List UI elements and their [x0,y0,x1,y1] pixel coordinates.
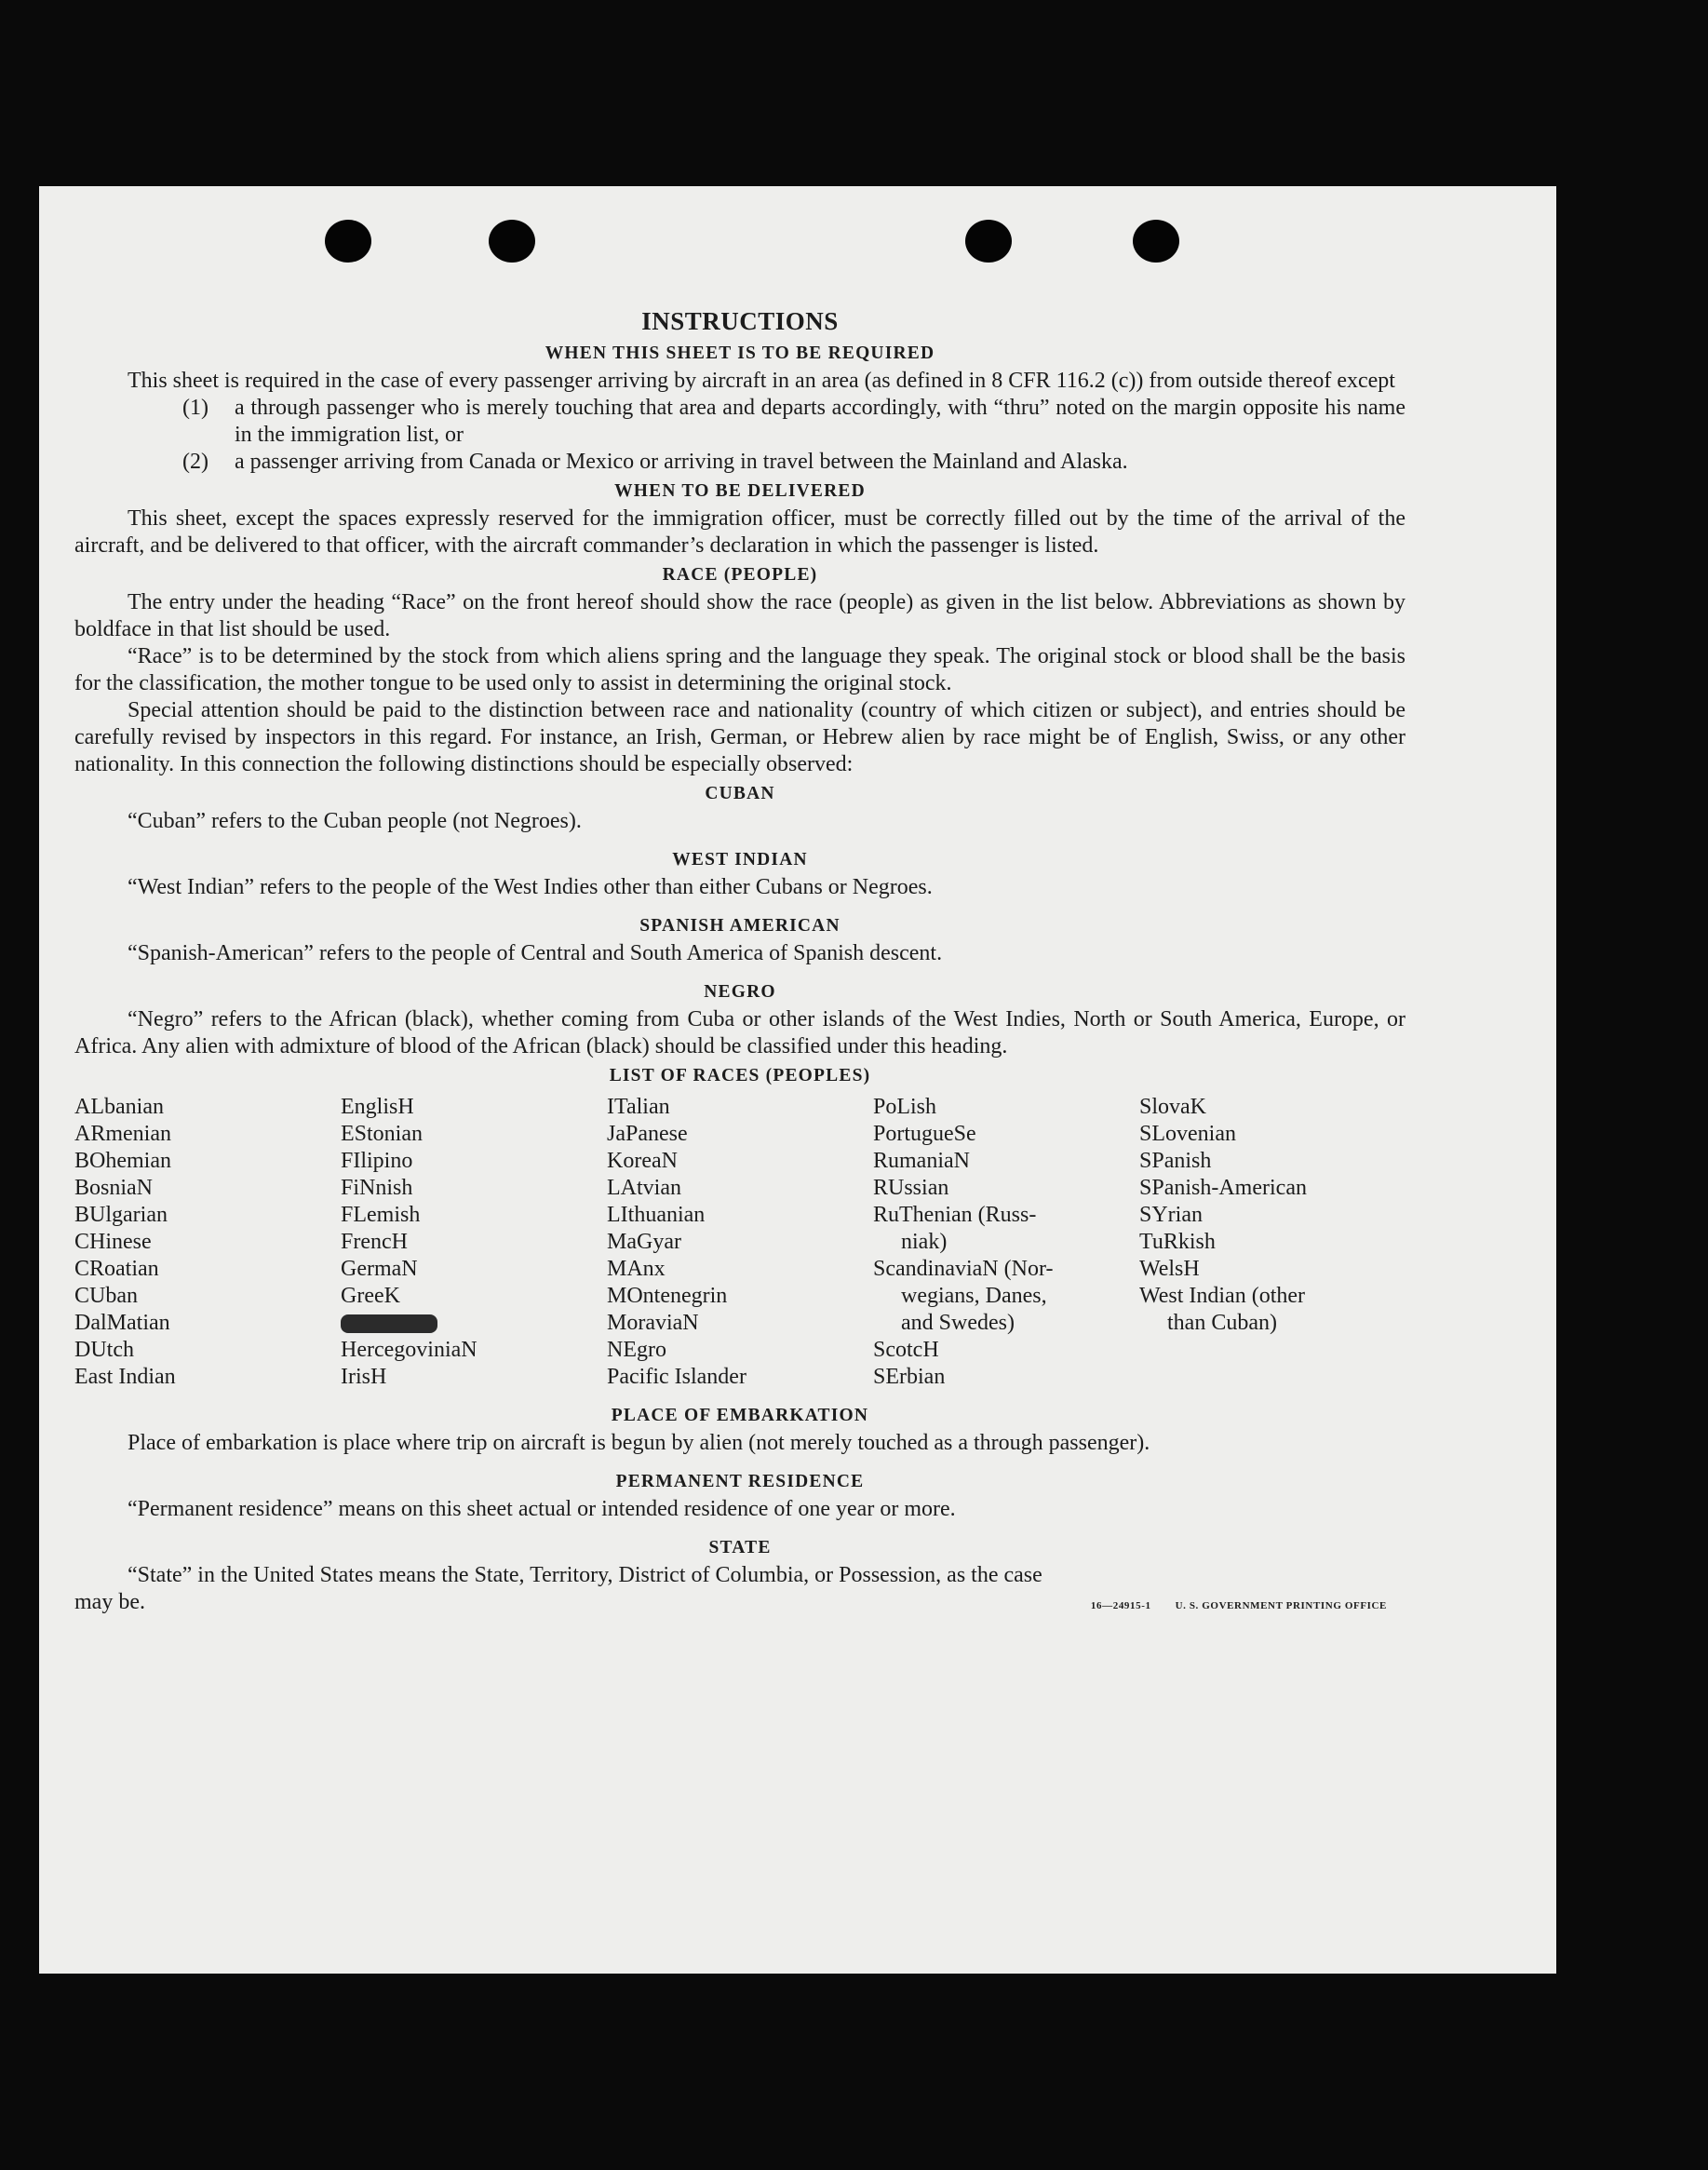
race-paragraph: Special attention should be paid to the distinction between race and nationality (country of which citizen or subject), and entries should be carefully revised by inspectors in this regard. For instance, an Irish, German, or Hebrew alien by race might be of English, Swiss, or any other nationality. In this connection the following distinctions should be especially observed: [74,698,1405,776]
race-entry: PoLish [873,1095,937,1119]
race-entry: and Swedes) [901,1311,1015,1335]
punch-hole [965,220,1012,263]
state-text-continued: may be. [74,1590,145,1614]
race-entry: Pacific Islander [607,1365,746,1389]
state-text: “State” in the United States means the State, Territory, District of Columbia, or Possession, as the case [128,1563,1042,1587]
race-entry: EStonian [341,1122,423,1146]
section-heading-residence: PERMANENT RESIDENCE [615,1472,865,1491]
race-entry: JaPanese [607,1122,688,1146]
print-code [1067,1600,1387,1611]
race-entry: niak) [901,1230,948,1254]
race-paragraph: “Race” is to be determined by the stock from which aliens spring and the language they speak. The original stock or blood shall be the basis for the classification, the mother tongue to be used only to assist in determining the original stock. [74,644,1405,695]
race-entry: DalMatian [74,1311,170,1335]
race-entry: than Cuban) [1167,1311,1277,1335]
race-entry: wegians, Danes, [901,1284,1047,1308]
race-entry: FLemish [341,1203,421,1227]
delivered-text: This sheet, except the spaces expressly reserved for the immigration officer, must be correctly filled out by the time of the arrival of the aircraft, and be delivered to that officer, with the aircraft commander’s declaration in which the passenger is listed. [74,506,1405,558]
race-entry: HercegoviniaN [341,1338,477,1362]
race-entry: GreeK [341,1284,400,1308]
race-entry: West Indian (other [1139,1284,1306,1308]
race-entry: WelsH [1139,1257,1200,1281]
race-entry: ITalian [607,1095,670,1119]
race-entry: FiNnish [341,1176,413,1200]
race-entry: BUlgarian [74,1203,168,1227]
cuban-text: “Cuban” refers to the Cuban people (not Negroes). [128,809,582,833]
race-entry: LIthuanian [607,1203,706,1227]
race-entry: NEgro [607,1338,666,1362]
race-entry: BOhemian [74,1149,171,1173]
section-heading-state: STATE [708,1538,772,1557]
race-entry: ARmenian [74,1122,171,1146]
race-entry: MAnx [607,1257,666,1281]
page-title: INSTRUCTIONS [641,307,839,335]
race-entry: MOntenegrin [607,1284,728,1308]
item-number: (2) [182,450,208,474]
section-heading-delivered: WHEN TO BE DELIVERED [614,481,866,501]
spanish-american-text: “Spanish-American” refers to the people of Central and South America of Spanish descent. [128,941,943,965]
punch-hole [325,220,371,263]
race-entry: CUban [74,1284,138,1308]
section-heading-cuban: CUBAN [705,784,775,803]
race-entry: RumaniaN [873,1149,970,1173]
race-entry: SPanish-American [1139,1176,1307,1200]
race-entry: SYrian [1139,1203,1203,1227]
exception-item [74,449,1405,476]
race-entry: ScandinaviaN (Nor- [873,1257,1054,1281]
race-entry: MaGyar [607,1230,681,1254]
race-entry: East Indian [74,1365,176,1389]
race-entry: ScotcH [873,1338,939,1362]
race-list [74,1094,1405,1391]
section-heading-list: LIST OF RACES (PEOPLES) [609,1066,871,1085]
race-entry: FIlipino [341,1149,413,1173]
required-intro: This sheet is required in the case of every passenger arriving by aircraft in an area (as defined in 8 CFR 116.2 (c)) from outside thereof except [128,369,1395,393]
race-entry: PortugueSe [873,1122,976,1146]
race-column [74,1094,341,1391]
race-entry: BosniaN [74,1176,153,1200]
exception-item [74,395,1405,449]
race-column [341,1094,607,1391]
race-column [873,1094,1139,1391]
section-heading-spanish-american: SPANISH AMERICAN [639,916,841,936]
race-entry: SLovenian [1139,1122,1236,1146]
embarkation-text: Place of embarkation is place where trip on aircraft is begun by alien (not merely touched as a through passenger). [128,1431,1150,1455]
punch-hole [1133,220,1179,263]
section-heading-west-indian: WEST INDIAN [672,850,808,869]
race-paragraph: The entry under the heading “Race” on the front hereof should show the race (people) as given in the list below. Abbreviations as shown by boldface in that list should be used. [74,590,1405,641]
race-entry: MoraviaN [607,1311,699,1335]
section-heading-negro: NEGRO [704,982,776,1002]
race-entry: TuRkish [1139,1230,1216,1254]
race-entry: DUtch [74,1338,134,1362]
race-entry: FrencH [341,1230,408,1254]
footer-row [74,1589,1405,1616]
item-text: a through passenger who is merely touching that area and departs accordingly, with “thru” noted on the margin opposite his name in the immigration list, or [235,396,1405,447]
punch-hole [489,220,535,263]
race-entry: SPanish [1139,1149,1212,1173]
west-indian-text: “West Indian” refers to the people of the West Indies other than either Cubans or Negroes. [128,875,933,899]
race-entry: KoreaN [607,1149,678,1173]
race-entry: LAtvian [607,1176,681,1200]
race-entry: GermaN [341,1257,418,1281]
race-entry: IrisH [341,1365,387,1389]
race-column [607,1094,873,1391]
section-heading-race: RACE (PEOPLE) [662,565,818,585]
document-sheet [39,186,1556,1974]
race-entry: SErbian [873,1365,946,1389]
race-entry: RUssian [873,1176,949,1200]
crossed-out-entry [341,1310,607,1337]
race-entry: CRoatian [74,1257,159,1281]
section-heading-required: WHEN THIS SHEET IS TO BE REQUIRED [545,344,935,363]
race-entry: EnglisH [341,1095,414,1119]
race-column [1139,1094,1405,1391]
form-number: 16—24915-1 [1090,1600,1151,1611]
race-entry: CHinese [74,1230,152,1254]
race-entry: ALbanian [74,1095,164,1119]
printer-name: U. S. GOVERNMENT PRINTING OFFICE [1175,1600,1387,1611]
ink-blot [341,1314,437,1333]
race-entry: SlovaK [1139,1095,1206,1119]
item-number: (1) [182,396,208,420]
residence-text: “Permanent residence” means on this sheet actual or intended residence of one year or more. [128,1497,956,1521]
negro-text: “Negro” refers to the African (black), whether coming from Cuba or other islands of the West Indies, North or South America, Europe, or Africa. Any alien with admixture of blood of the African (black) should be classified under this heading. [74,1007,1405,1058]
section-heading-embarkation: PLACE OF EMBARKATION [611,1406,869,1425]
race-entry: RuThenian (Russ- [873,1203,1037,1227]
instructions-content [74,307,1405,1616]
item-text: a passenger arriving from Canada or Mexico or arriving in travel between the Mainland and Alaska. [235,450,1128,474]
